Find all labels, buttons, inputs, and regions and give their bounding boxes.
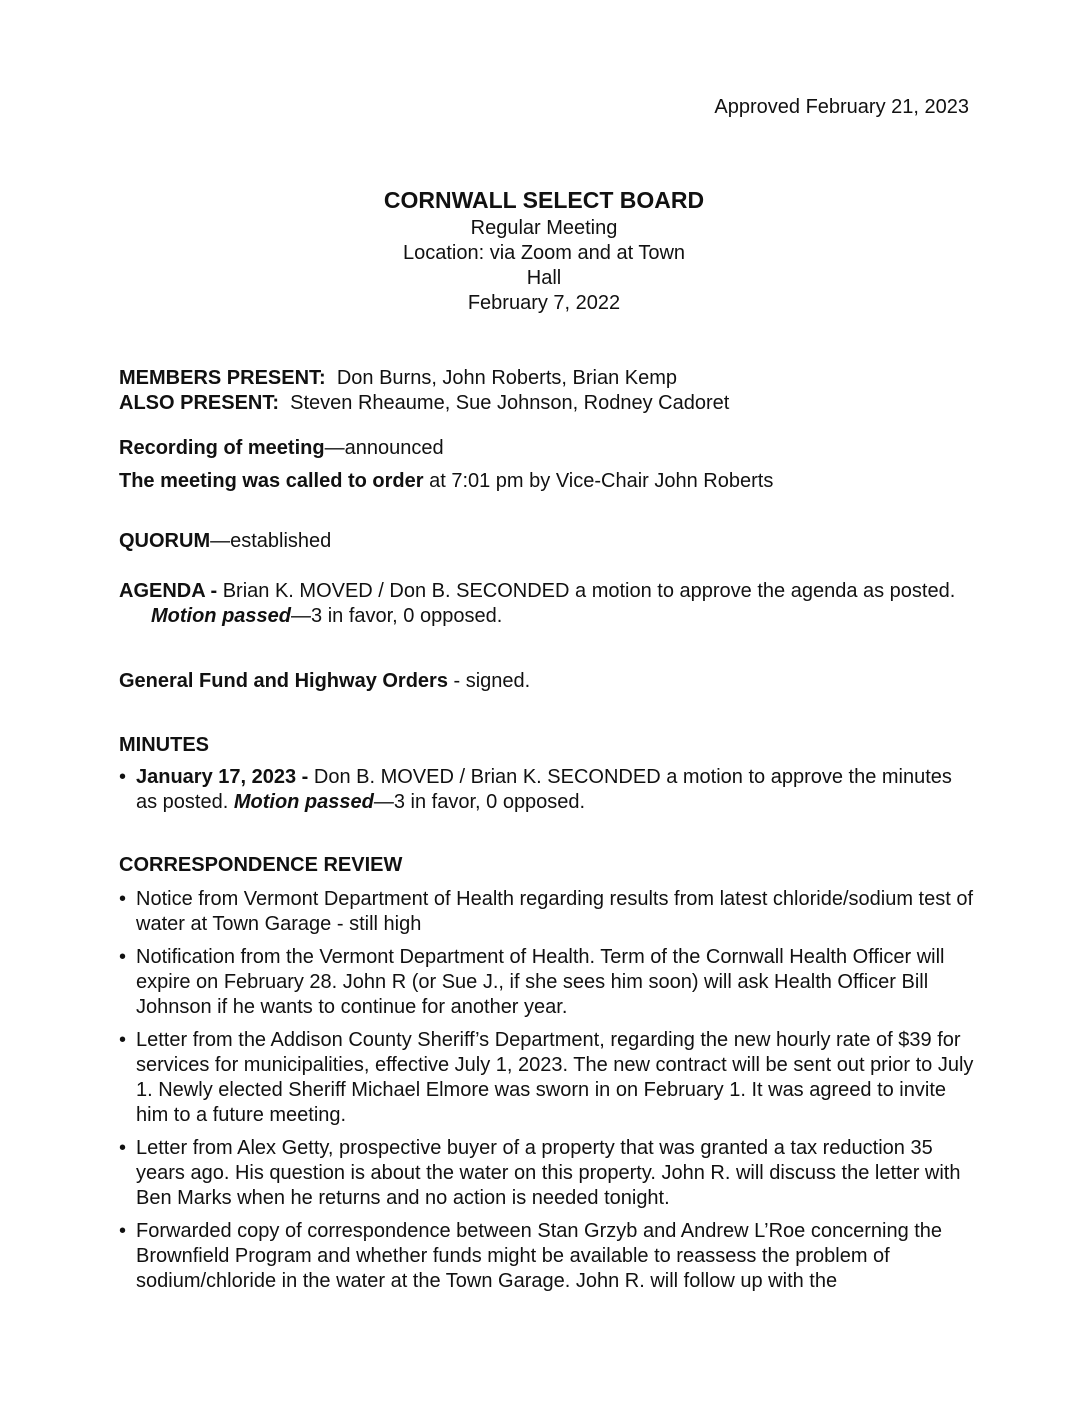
minutes-list — [119, 765, 974, 815]
correspondence-item: Notice from Vermont Department of Health regarding results from latest chloride/sodium test of water at Town Garage - still high — [136, 888, 974, 935]
correspondence-list — [119, 887, 974, 1294]
list-item — [119, 945, 974, 1020]
call-to-order-line — [119, 469, 974, 494]
board-title: CORNWALL SELECT BOARD — [383, 187, 705, 213]
bullet: • — [119, 766, 127, 788]
correspondence-item: Letter from the Addison County Sheriff’s Department, regarding the new hourly rate of $39 for services for municipalities, effective July 1, 2023. The new contract will be sent out prior to July 1. Newly elected Sheriff Michael Elmore was sworn in on February 1. It was agreed to invite him to a future meeting. — [136, 1029, 974, 1126]
also-present — [119, 391, 974, 416]
location-line-1: Location: via Zoom and at Town — [402, 242, 686, 264]
location-line-2: Hall — [526, 267, 562, 289]
orders-line — [119, 669, 974, 694]
agenda-text: Brian K. MOVED / Don B. SECONDED a motion to approve the agenda as posted. — [222, 580, 956, 602]
list-item — [119, 1219, 974, 1294]
also-list: Steven Rheaume, Sue Johnson, Rodney Cadoret — [290, 392, 730, 414]
agenda-motion: Motion passed — [151, 605, 292, 627]
minutes-result: —3 in favor, 0 opposed. — [373, 791, 586, 813]
recording-text: —announced — [324, 437, 444, 459]
minutes-date-label: January 17, 2023 - — [136, 766, 314, 788]
correspondence-item: Forwarded copy of correspondence between Stan Grzyb and Andrew L’Roe concerning the Brownfield Program and whether funds might be available to reassess the problem of sodium/chloride in the water at the Town Garage. John R. will follow up with the — [136, 1220, 943, 1292]
agenda-result: —3 in favor, 0 opposed. — [291, 605, 503, 627]
minutes-heading: MINUTES — [119, 734, 209, 756]
bullet: • — [119, 1137, 127, 1159]
quorum-text: —established — [210, 530, 332, 552]
minutes-body — [119, 366, 974, 1302]
correspondence-heading: CORRESPONDENCE REVIEW — [119, 854, 403, 876]
minutes-text: Don B. MOVED / Brian K. SECONDED a motion to approve the minutes as posted. — [136, 766, 952, 813]
bullet: • — [119, 1029, 127, 1051]
document-header — [0, 184, 1088, 316]
meeting-date: February 7, 2022 — [467, 292, 621, 314]
bullet: • — [119, 946, 127, 968]
call-to-order-text: at 7:01 pm by Vice-Chair John Roberts — [423, 470, 774, 492]
members-present — [119, 366, 974, 391]
bullet: • — [119, 888, 127, 910]
correspondence-item: Notification from the Vermont Department of Health. Term of the Cornwall Health Officer will expire on February 28. John R (or Sue J., if she sees him soon) will ask Health Officer Bill Johnson if he wants to continue for another year. — [136, 946, 945, 1018]
list-item — [119, 1028, 974, 1128]
also-label: ALSO PRESENT: — [119, 392, 280, 414]
approval-note: Approved February 21, 2023 — [714, 96, 969, 118]
list-item — [119, 887, 974, 937]
bullet: • — [119, 1220, 127, 1242]
members-label: MEMBERS PRESENT: — [119, 367, 326, 389]
recording-line — [119, 436, 974, 461]
recording-label: Recording of meeting — [119, 437, 325, 459]
call-to-order-label: The meeting was called to order — [119, 470, 424, 492]
quorum-line — [119, 529, 974, 554]
orders-label: General Fund and Highway Orders — [119, 670, 448, 692]
agenda-paragraph — [119, 579, 974, 629]
correspondence-item: Letter from Alex Getty, prospective buyer of a property that was granted a tax reduction 35 years ago. His question is about the water on this property. John R. will discuss the letter with Ben Marks when he returns and no action is needed tonight. — [136, 1137, 961, 1209]
list-item — [119, 765, 974, 815]
list-item — [119, 1136, 974, 1211]
quorum-label: QUORUM — [119, 530, 211, 552]
agenda-label: AGENDA - — [119, 580, 223, 602]
meeting-type: Regular Meeting — [470, 217, 618, 239]
minutes-motion: Motion passed — [233, 791, 374, 813]
orders-text: - signed. — [447, 670, 531, 692]
members-list: Don Burns, John Roberts, Brian Kemp — [336, 367, 677, 389]
